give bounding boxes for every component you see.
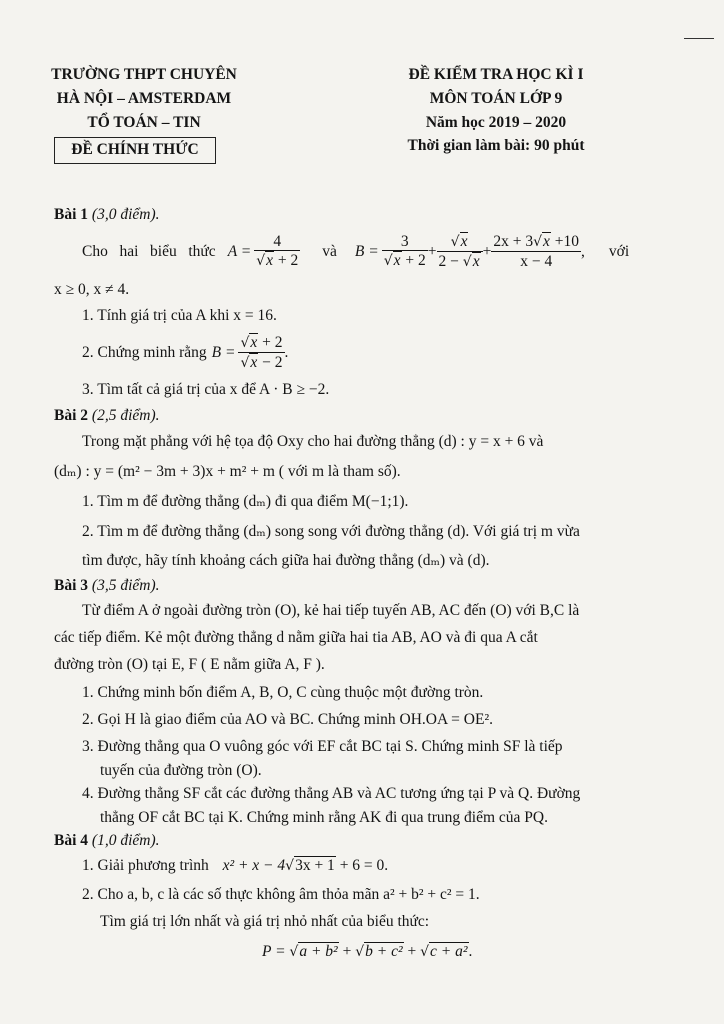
bai1-q3: 3. Tìm tất cả giá trị của x để A · B ≥ −2.	[82, 381, 330, 398]
bai4-heading: Bài 4 (1,0 điểm).	[54, 832, 160, 849]
bai1-heading	[54, 206, 159, 224]
A-label: A =	[227, 243, 252, 260]
bai3-q4b: thẳng OF cắt BC tại K. Chứng minh rằng AK đi qua trung điểm của PQ.	[100, 809, 548, 826]
school-year: Năm học 2019 – 2020	[425, 114, 567, 131]
bai3-q3b: tuyến của đường tròn (O).	[100, 762, 262, 779]
bai1-points: (3,0 điểm).	[91, 206, 160, 223]
official-stamp	[54, 137, 216, 164]
bai3-heading: Bài 3 (3,5 điểm).	[54, 577, 160, 594]
q2-fraction: $\frac{√x + 2}{√x - 2}$	[240, 333, 283, 371]
bai4-q1: 1. Giải phương trình x² + x − 4√3x + 1 + 6 = 0.	[82, 857, 389, 874]
bai2-p2: (dₘ) : y = (m² − 3m + 3)x + m² + m ( với m là tham số).	[54, 463, 401, 480]
bai1-q1: 1. Tính giá trị của A khi x = 16.	[82, 307, 277, 324]
bai2-q2a: 2. Tìm m để đường thẳng (dₘ) song song với đường thẳng (d). Với giá trị m vừa	[82, 523, 580, 540]
with-word: với	[608, 243, 630, 260]
bai1-expressions: Cho hai biểu thức A = $\frac{4}{√x + 2}$ và B = $\frac{3}{√x + 2}$ + $\frac{√x}{2 - √x}$ + $\frac{2x + 3√x +10}{x - 4}$ , với	[82, 232, 630, 270]
B-fraction-3: $\frac{2x + 3√x +10}{x - 4}$	[493, 233, 580, 270]
A-fraction: $\frac{4}{√x + 2}$	[256, 233, 299, 269]
bai3-q2: 2. Gọi H là giao điểm của AO và BC. Chứng minh OH.OA = OE².	[82, 711, 493, 728]
bai2-p1: Trong mặt phẳng với hệ tọa độ Oxy cho hai đường thẳng (d) : y = x + 6 và	[82, 433, 544, 450]
bai2-q1: 1. Tìm m để đường thẳng (dₘ) đi qua điểm M(−1;1).	[82, 493, 409, 510]
B-fraction-1: $\frac{3}{√x + 2}$	[383, 233, 426, 269]
school-line-3: TỔ TOÁN – TIN	[87, 114, 201, 131]
bai1-title: Bài 1	[54, 206, 89, 223]
exam-title: ĐỀ KIỂM TRA HỌC KÌ I	[408, 66, 584, 83]
bai1-condition: x ≥ 0, x ≠ 4.	[54, 281, 130, 298]
P-expression: P = √a + b² + √b + c² + √c + a².	[262, 943, 473, 960]
bai3-p2: các tiếp điểm. Kẻ một đường thẳng d nằm giữa hai tia AB, AO và đi qua A cắt	[54, 629, 538, 646]
bai2-heading: Bài 2 (2,5 điểm).	[54, 407, 160, 424]
bai3-q4a: 4. Đường thẳng SF cắt các đường thẳng AB và AC tương ứng tại P và Q. Đường	[82, 785, 581, 802]
corner-mark	[684, 38, 714, 39]
school-line-2: HÀ NỘI – AMSTERDAM	[56, 90, 232, 107]
bai4-q2: 2. Cho a, b, c là các số thực không âm thỏa mãn a² + b² + c² = 1.	[82, 886, 480, 903]
bai4-q2b: Tìm giá trị lớn nhất và giá trị nhỏ nhất của biểu thức:	[100, 913, 430, 930]
bai3-q3a: 3. Đường thẳng qua O vuông góc với EF cắt BC tại S. Chứng minh SF là tiếp	[82, 738, 563, 755]
official-label: ĐỀ CHÍNH THỨC	[71, 141, 199, 158]
school-line-1: TRƯỜNG THPT CHUYÊN	[51, 66, 237, 83]
exam-duration: Thời gian làm bài: 90 phút	[407, 137, 585, 154]
and-word: và	[322, 243, 337, 260]
exam-subject: MÔN TOÁN LỚP 9	[429, 90, 563, 107]
bai3-p3: đường tròn (O) tại E, F ( E nằm giữa A, F ).	[54, 656, 325, 673]
bai1-q2: 2. Chứng minh rằng B = $\frac{√x + 2}{√x - 2}$ .	[82, 333, 289, 371]
bai2-q2b: tìm được, hãy tính khoảng cách giữa hai đường thẳng (dₘ) và (d).	[82, 552, 490, 569]
bai3-q1: 1. Chứng minh bốn điểm A, B, O, C cùng thuộc một đường tròn.	[82, 684, 484, 701]
B-fraction-2: $\frac{√x}{2 - √x}$	[437, 233, 483, 272]
bai3-p1: Từ điểm A ở ngoài đường tròn (O), kẻ hai tiếp tuyến AB, AC đến (O) với B,C là	[82, 602, 580, 619]
B-label: B =	[354, 243, 379, 260]
bai1-intro: Cho hai biểu thức	[82, 243, 216, 260]
